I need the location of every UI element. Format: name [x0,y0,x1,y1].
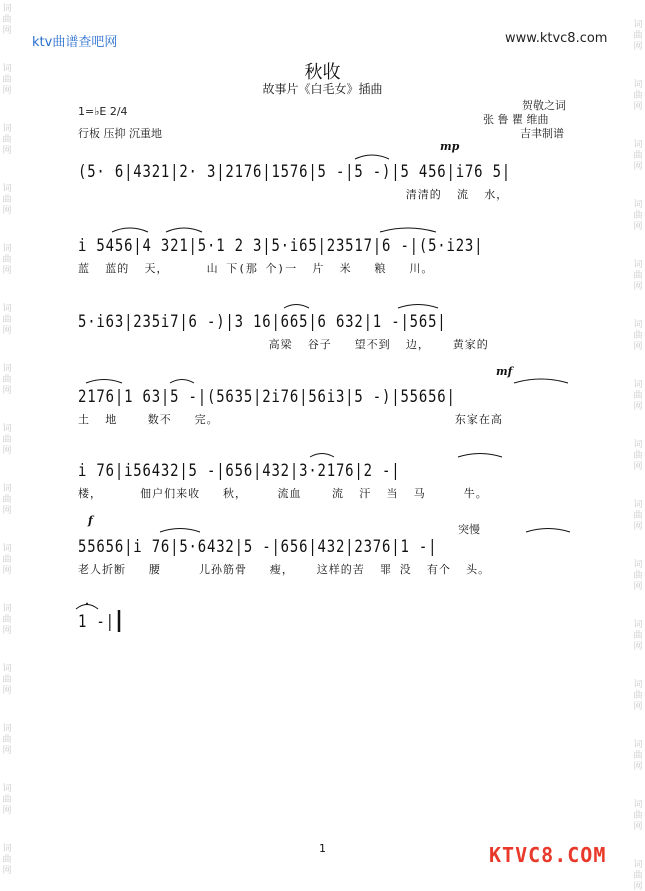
dynamic-f: f [88,514,93,527]
edge-watermark-mark: 词 曲 网 [633,800,643,832]
notation-line-3: 5·i63|235i7|6 -)|3 16|665|6 632|1 -|565| [78,312,447,332]
lyrics-line-6: 老人折断 腰 儿孙筋骨 瘦， 这样的苦 罪 没 有个 头。 [78,563,491,576]
site-url-link[interactable]: www.ktvc8.com [505,31,608,46]
notation-line-6: 55656|i 76|5·6432|5 -|656|432|2376|1 -| [78,537,438,557]
composer-credit: 张 鲁 瞿 维曲 [483,113,549,126]
footer-brand-logo[interactable]: KTVC8.COM [489,843,607,867]
edge-watermark-mark: 词 曲 网 [2,304,12,336]
edge-watermark-mark: 词 曲 网 [2,244,12,276]
edge-watermark-mark: 词 曲 网 [633,380,643,412]
notation-line-1: (5· 6|4321|2· 3|2176|1576|5 -|5 -)|5 456|i76 5| [78,162,511,182]
edge-watermark-mark: 词 曲 网 [633,80,643,112]
edge-watermark-mark: 词 曲 网 [633,620,643,652]
page-number: 1 [319,842,326,855]
edge-watermark-mark: 词 曲 网 [2,784,12,816]
site-name-link[interactable]: ktv曲谱查吧网 [32,35,118,50]
edge-watermark-mark: 词 曲 网 [2,844,12,876]
edge-watermark-mark: 词 曲 网 [2,484,12,516]
edge-watermark-mark: 词 曲 网 [2,604,12,636]
lyrics-line-2: 蓝 蓝的 天， 山 下(那 个)一 片 米 粮 川。 [78,262,434,275]
dynamic-mp: mp [440,140,460,153]
lyrics-line-4: 土 地 数不 完。 东家在高 [78,413,503,426]
edge-watermark-mark: 词 曲 网 [2,544,12,576]
edge-watermark-mark: 词 曲 网 [2,184,12,216]
edge-watermark-mark: 词 曲 网 [633,320,643,352]
edge-watermark-mark: 词 曲 网 [2,124,12,156]
edge-watermark-mark: 词 曲 网 [2,4,12,36]
edge-watermark-mark: 词 曲 网 [633,860,643,891]
edge-watermark-mark: 词 曲 网 [633,680,643,712]
lyrics-line-3: 高梁 谷子 望不到 边， 黄家的 [78,338,489,351]
edge-watermark-mark: 词 曲 网 [633,20,643,52]
edge-watermark-mark: 词 曲 网 [633,140,643,172]
lyricist-credit: 贺敬之词 [522,99,566,112]
lyrics-line-5: 楼， 佃户们来收 秋， 流血 流 汗 当 马 牛。 [78,487,488,500]
edge-watermark-mark: 词 曲 网 [2,64,12,96]
edge-watermark-mark: 词 曲 网 [2,424,12,456]
notation-line-4: 2176|1 63|5 -|(5635|2i76|56i3|5 -)|55656| [78,387,456,407]
edge-watermark-mark: 词 曲 网 [2,664,12,696]
notation-line-7: 1 -| [78,612,115,632]
tempo-change-mark: 突慢 [458,523,480,536]
edge-watermark-mark: 词 曲 网 [633,200,643,232]
left-watermark-strip [0,0,14,891]
notation-line-5: i 76|i56432|5 -|656|432|3·2176|2 -| [78,461,401,481]
edge-watermark-mark: 词 曲 网 [633,440,643,472]
arranger-credit: 吉聿制谱 [520,127,564,140]
song-subtitle: 故事片《白毛女》插曲 [262,82,383,96]
right-watermark-strip [631,0,645,891]
tempo-marking: 行板 压抑 沉重地 [78,127,162,140]
song-title: 秋收 [304,62,341,83]
key-signature: 1=♭E 2/4 [78,105,128,118]
edge-watermark-mark: 词 曲 网 [633,560,643,592]
edge-watermark-mark: 词 曲 网 [633,260,643,292]
edge-watermark-mark: 词 曲 网 [633,740,643,772]
notation-line-2: i 5456|4 321|5·1 2 3|5·i65|23517|6 -|(5·i23| [78,236,484,256]
edge-watermark-mark: 词 曲 网 [633,500,643,532]
edge-watermark-mark: 词 曲 网 [2,364,12,396]
edge-watermark-mark: 词 曲 网 [2,724,12,756]
dynamic-mf: mf [496,365,513,378]
lyrics-line-1: 清清的 流 水， [78,188,509,201]
